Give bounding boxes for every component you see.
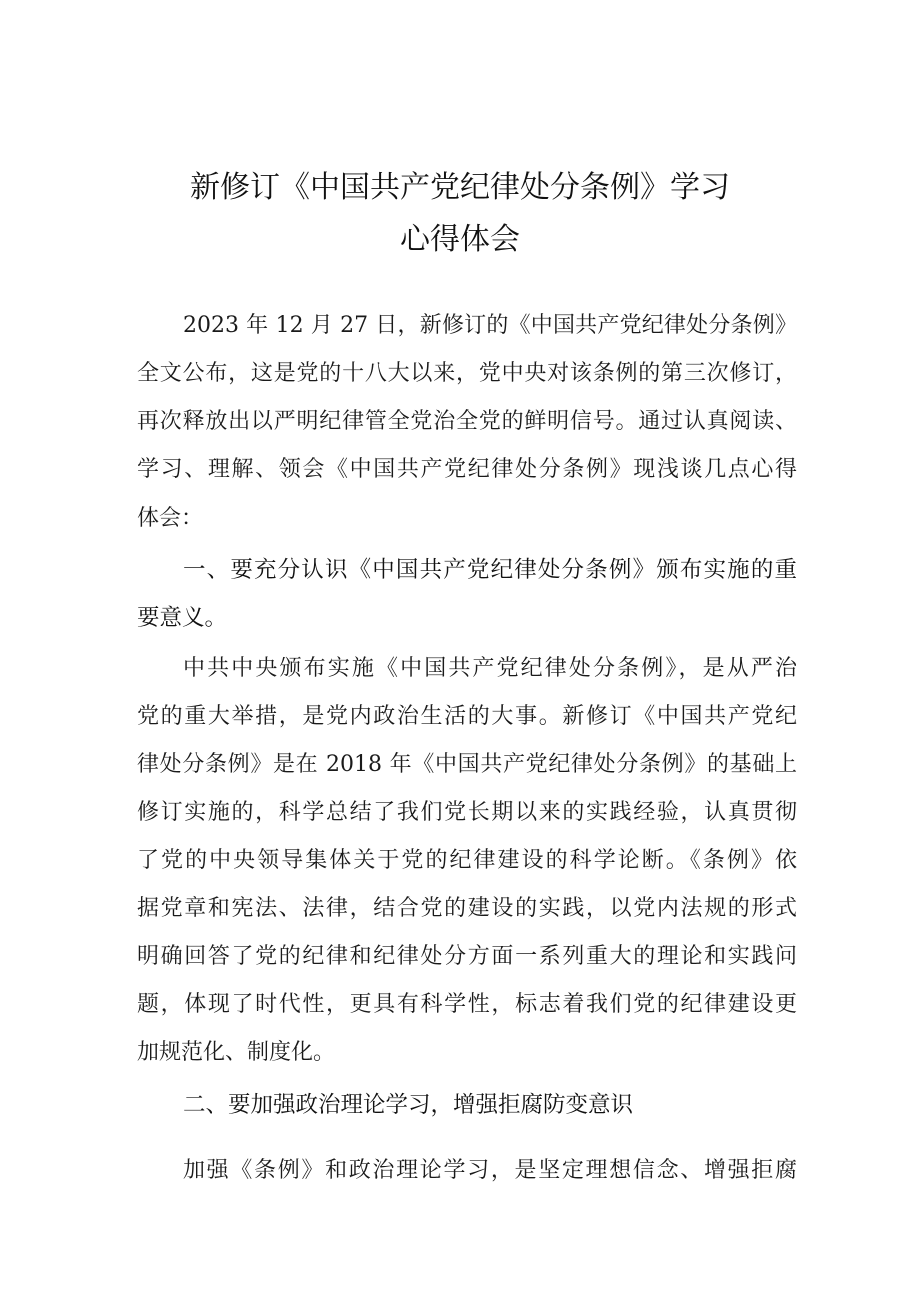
intro-paragraph-line: 再次释放出以严明纪律管全党治全党的鲜明信号。通过认真阅读、	[137, 409, 797, 434]
section-1-body-line: 了党的中央领导集体关于党的纪律建设的科学论断。《条例》依	[137, 848, 797, 873]
intro-paragraph-line: 2023 年 12 月 27 日，新修订的《中国共产党纪律处分条例》	[183, 313, 797, 338]
section-1-body-line: 律处分条例》是在 2018 年《中国共产党纪律处分条例》的基础上	[137, 752, 797, 777]
section-1-body-line: 修订实施的，科学总结了我们党长期以来的实践经验，认真贯彻	[137, 800, 797, 825]
section-1-body-line: 题，体现了时代性，更具有科学性，标志着我们党的纪律建设更	[137, 992, 797, 1017]
section-1-heading-line: 一、要充分认识《中国共产党纪律处分条例》颁布实施的重	[183, 557, 797, 583]
section-1-body-line: 中共中央颁布实施《中国共产党纪律处分条例》，是从严治	[183, 656, 797, 681]
section-1-body-line: 加规范化、制度化。	[137, 1040, 336, 1065]
intro-paragraph-line: 体会：	[137, 506, 204, 531]
document-title-line-2: 心得体会	[400, 222, 520, 257]
section-1-body-line: 据党章和宪法、法律，结合党的建设的实践，以党内法规的形式	[137, 896, 797, 921]
document-title-line-1: 新修订《中国共产党纪律处分条例》学习	[190, 170, 730, 205]
section-2-body-line: 加强《条例》和政治理论学习，是坚定理想信念、增强拒腐	[183, 1158, 797, 1183]
section-1-heading-line: 要意义。	[137, 605, 228, 631]
section-1-body-line: 党的重大举措，是党内政治生活的大事。新修订《中国共产党纪	[137, 704, 797, 729]
intro-paragraph-line: 全文公布，这是党的十八大以来，党中央对该条例的第三次修订，	[137, 361, 797, 386]
intro-paragraph-line: 学习、理解、领会《中国共产党纪律处分条例》现浅谈几点心得	[137, 457, 797, 482]
section-1-body-line: 明确回答了党的纪律和纪律处分方面一系列重大的理论和实践问	[137, 944, 797, 969]
section-2-heading: 二、要加强政治理论学习，增强拒腐防变意识	[183, 1092, 634, 1118]
